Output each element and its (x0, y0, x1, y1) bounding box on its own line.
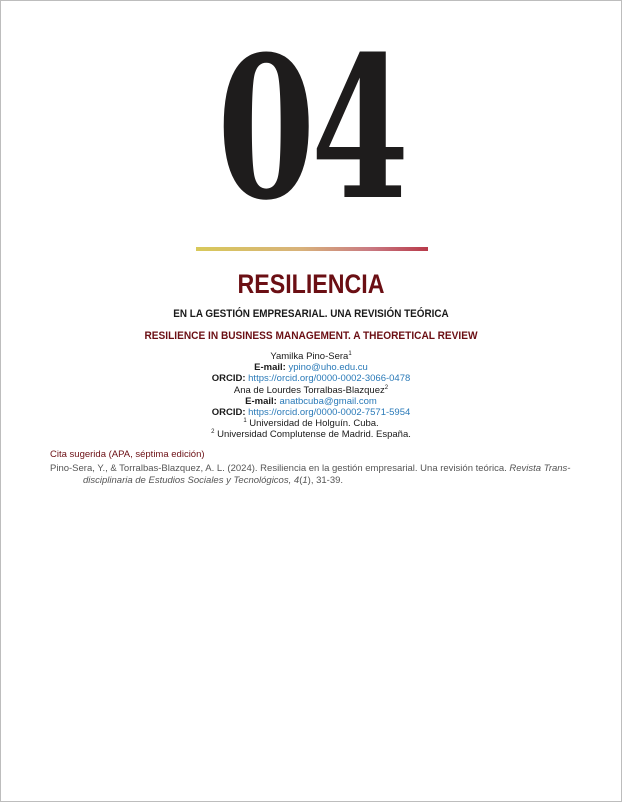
article-title: RESILIENCIA (237, 269, 385, 299)
citation-text: Pino-Sera, Y., & Torralbas-Blazquez, A. L. (2024). Resiliencia en la gestión empresarial. Una revisión teórica. Revista Trans- disciplinaria de Estudios Sociales y Tecnológicos, 4(1), 31-39. (50, 463, 571, 486)
affiliation-line: $^1$ Universidad de Holguín. Cuba. (243, 418, 379, 430)
chapter-number: 04 (217, 14, 405, 244)
affiliation-line: $^2$ Universidad Complutense de Madrid. España. (211, 429, 411, 441)
author-email-line: E-mail: anatbcuba@gmail.com (245, 395, 377, 407)
author-name: Yamilka Pino-Sera$^1$ (270, 351, 352, 362)
author-email-line: E-mail: ypino@uho.edu.cu (254, 362, 368, 374)
article-subtitle: EN LA GESTIÓN EMPRESARIAL. UNA REVISIÓN TEÓRICA (173, 308, 449, 320)
author-name: Ana de Lourdes Torralbas-Blazquez$^2$ (233, 384, 389, 396)
email-link[interactable]: anatbcuba@gmail.com (279, 395, 377, 407)
article-title-english: RESILIENCE IN BUSINESS MANAGEMENT. A THEORETICAL REVIEW (144, 330, 478, 342)
authors-block (1, 351, 621, 441)
orcid-link[interactable]: https://orcid.org/0000-0002-3066-0478 (248, 373, 411, 385)
email-link[interactable]: ypino@uho.edu.cu (288, 362, 368, 374)
citation-heading: Cita sugerida (APA, séptima edición) (50, 449, 205, 460)
orcid-link[interactable]: https://orcid.org/0000-0002-7571-5954 (248, 407, 411, 419)
author-orcid-line: ORCID: https://orcid.org/0000-0002-7571-5954 (211, 407, 411, 419)
author-orcid-line: ORCID: https://orcid.org/0000-0002-3066-0478 (211, 373, 411, 385)
gradient-divider (196, 247, 428, 251)
